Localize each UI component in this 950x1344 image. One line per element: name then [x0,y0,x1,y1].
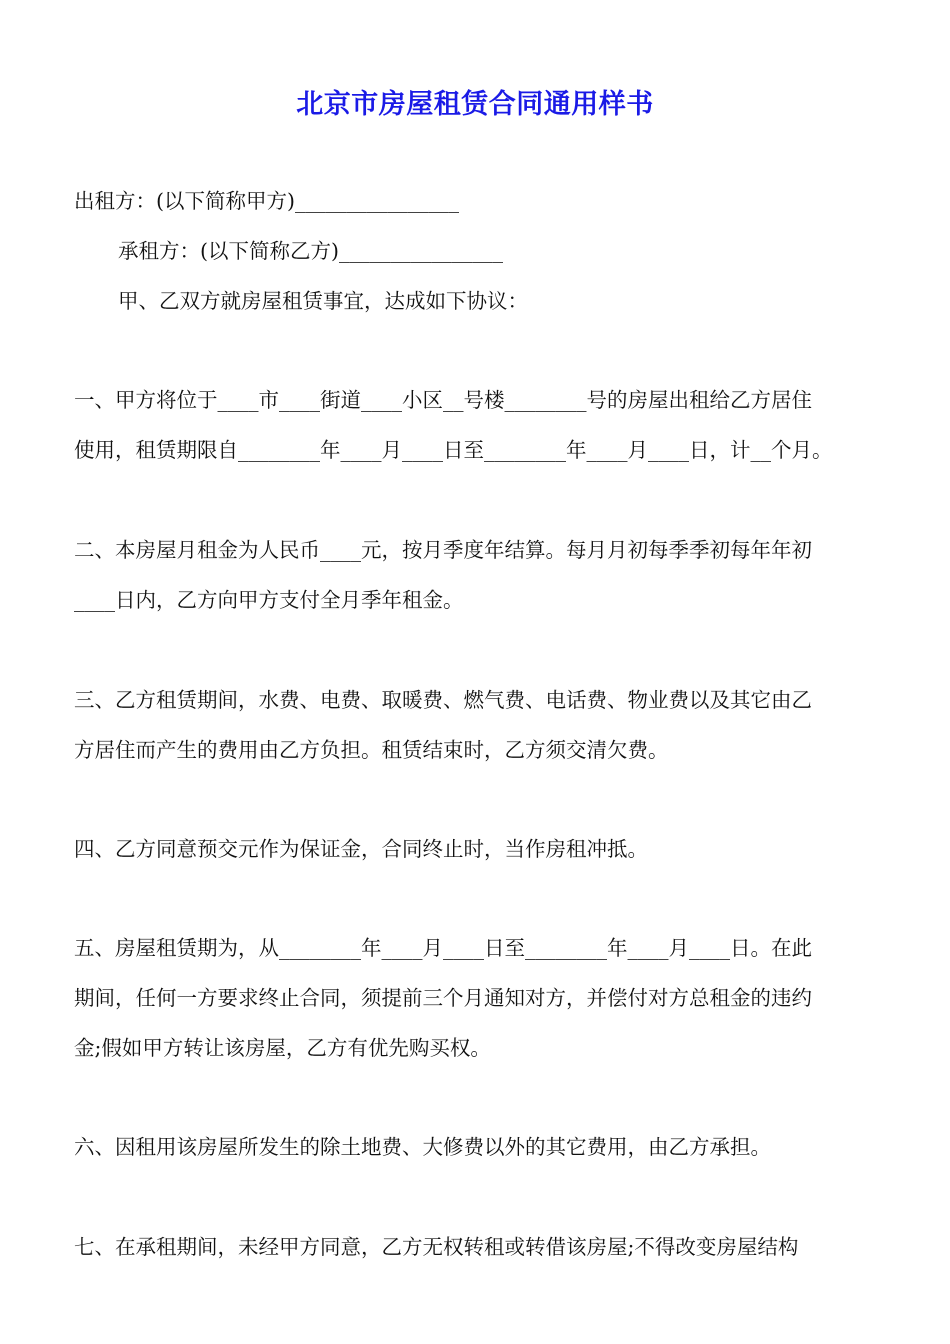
agreement-intro: 甲、乙双方就房屋租赁事宜，达成如下协议： [118,289,528,313]
clause-2-line-2: ____日内，乙方向甲方支付全月季年租金。 [74,588,464,612]
clause-5-line-3: 金;假如甲方转让该房屋，乙方有优先购买权。 [74,1036,491,1060]
clause-3-line-2: 方居住而产生的费用由乙方负担。租赁结束时，乙方须交清欠费。 [74,738,669,762]
clause-1-line-2: 使用，租赁期限自________年____月____日至________年____月____日，计__个月。 [74,438,833,462]
clause-1-line-1: 一、甲方将位于____市____街道____小区__号楼________号的房屋出租给乙方居住 [74,388,812,412]
document-title: 北京市房屋租赁合同通用样书 [296,89,654,120]
clause-2-line-1: 二、本房屋月租金为人民币____元，按月季度年结算。每月月初每季季初每年年初 [74,538,812,562]
clause-6-line-1: 六、因租用该房屋所发生的除土地费、大修费以外的其它费用，由乙方承担。 [74,1135,771,1159]
lessee-line: 承租方：(以下简称乙方)________________ [118,239,503,263]
clause-4-line-1: 四、乙方同意预交元作为保证金，合同终止时，当作房租冲抵。 [74,837,648,861]
clause-5-line-1: 五、房屋租赁期为，从________年____月____日至________年____月____日。在此 [74,936,812,960]
lessor-line: 出租方：(以下简称甲方)________________ [74,189,459,213]
clause-5-line-2: 期间，任何一方要求终止合同，须提前三个月通知对方，并偿付对方总租金的违约 [74,986,812,1010]
clause-3-line-1: 三、乙方租赁期间，水费、电费、取暖费、燃气费、电话费、物业费以及其它由乙 [74,688,812,712]
clause-7-line-1: 七、在承租期间，未经甲方同意，乙方无权转租或转借该房屋;不得改变房屋结构 [74,1235,799,1259]
